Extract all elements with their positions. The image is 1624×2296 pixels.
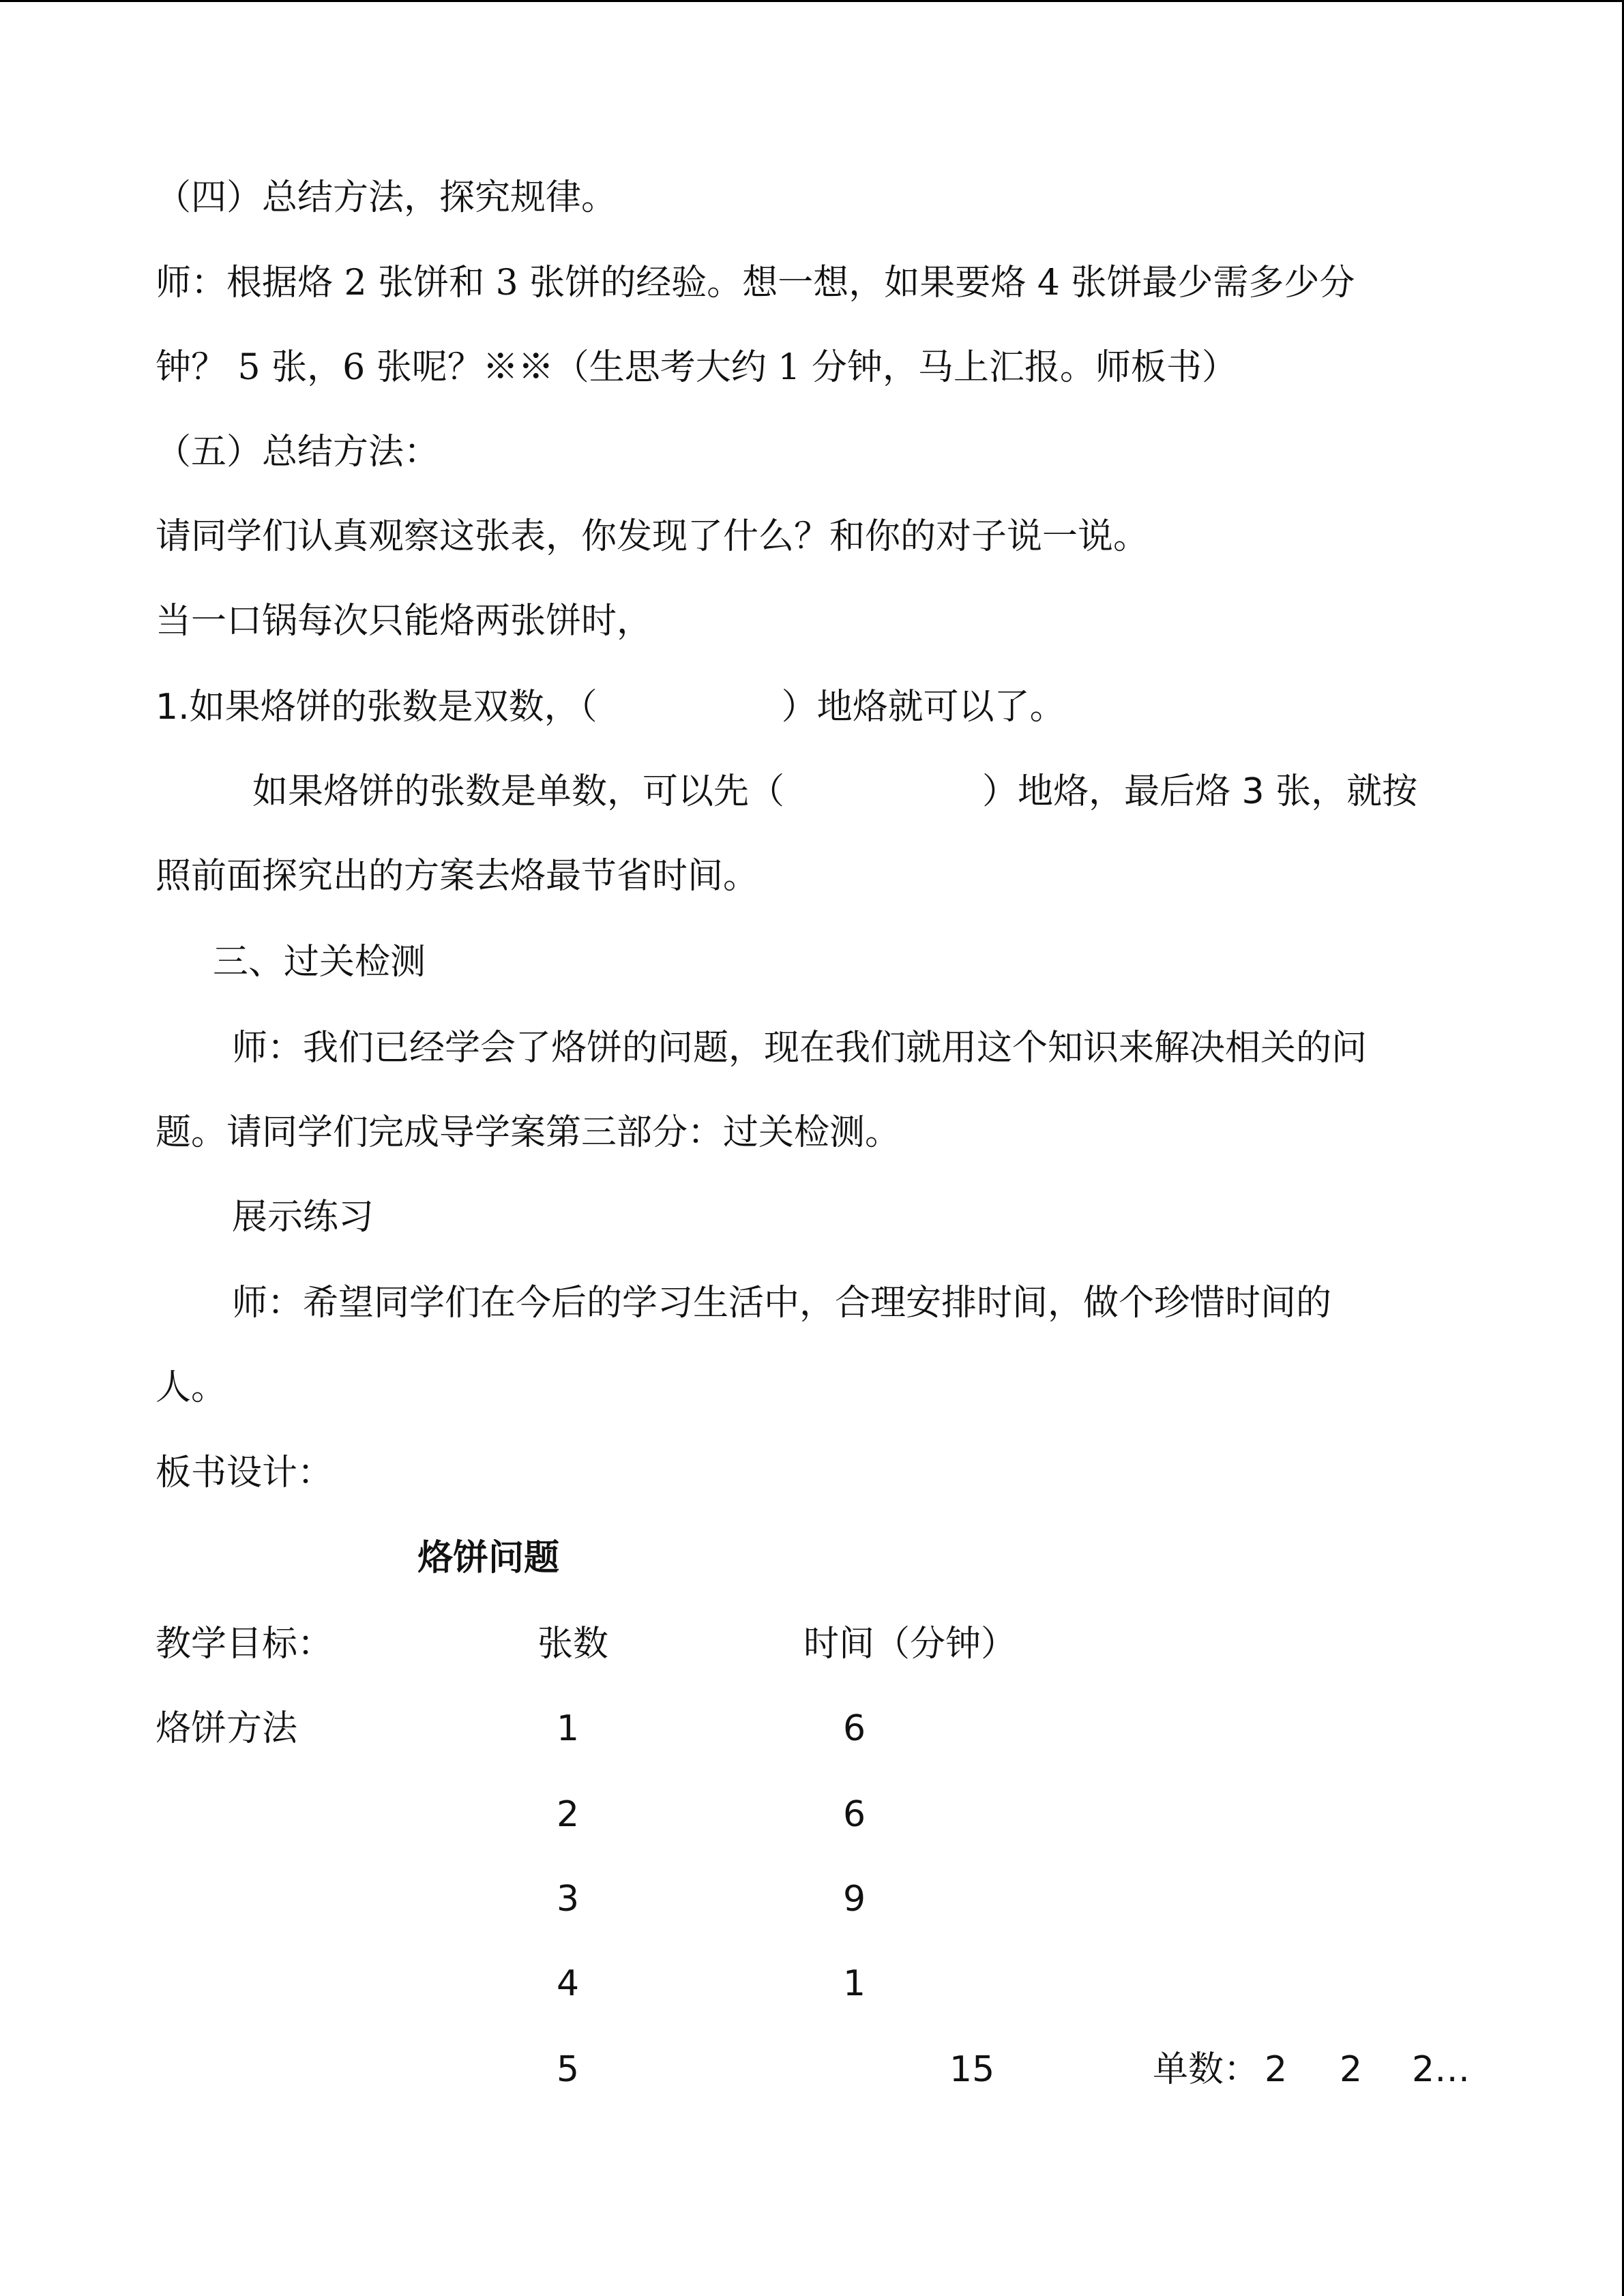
board-label-method: 烙饼方法	[156, 1708, 298, 1749]
board-row-5-time: 15	[949, 2049, 995, 2090]
rule-even-prefix: 1.如果烙饼的张数是双数，（	[156, 687, 597, 728]
rule-odd-prefix: 如果烙饼的张数是单数，可以先（	[252, 771, 785, 812]
section-checkpoint: 三、过关检测	[213, 942, 426, 983]
teacher-hope-line-1: 师：希望同学们在今后的学习生活中，合理安排时间，做个珍惜时间的	[232, 1283, 1332, 1324]
rule-odd-line-2: 照前面探究出的方案去烙最节省时间。	[156, 856, 759, 897]
board-odd-value-1: 2	[1265, 2049, 1288, 2090]
board-column-time: 时间（分钟）	[803, 1624, 1017, 1665]
rule-odd-suffix: ）地烙，最后烙 3 张，就按	[982, 771, 1418, 812]
board-row-1-time: 6	[843, 1708, 866, 1749]
board-odd-label: 单数：	[1153, 2049, 1260, 2090]
board-row-3-time: 9	[843, 1879, 866, 1920]
practice-label: 展示练习	[232, 1197, 374, 1238]
rule-odd-count	[252, 768, 1417, 816]
page-border-top	[0, 0, 1624, 2]
condition-text: 当一口锅每次只能烙两张饼时，	[156, 601, 653, 642]
board-odd-value-2: 2	[1340, 2049, 1363, 2090]
observe-instruction: 请同学们认真观察这张表，你发现了什么？和你的对子说一说。	[156, 516, 1149, 557]
board-design-label: 板书设计：	[156, 1452, 334, 1493]
board-odd-value-3: 2…	[1412, 2049, 1471, 2090]
teacher-check-line-1: 师：我们已经学会了烙饼的问题，现在我们就用这个知识来解决相关的问	[232, 1028, 1368, 1069]
board-row-3-count: 3	[557, 1879, 580, 1920]
board-row-4-count: 4	[557, 1963, 580, 2004]
board-row-2-time: 6	[843, 1794, 866, 1835]
board-row-1-count: 1	[557, 1708, 580, 1749]
heading-summarize-method: （四）总结方法，探究规律。	[156, 177, 617, 218]
heading-summarize-method-2: （五）总结方法：	[156, 432, 440, 473]
board-row-5-count: 5	[557, 2049, 580, 2090]
teacher-hope-line-2: 人。	[156, 1367, 227, 1408]
teacher-question-line-2: 钟？ 5 张，6 张呢？※※（生思考大约 1 分钟，马上汇报。师板书）	[156, 347, 1237, 388]
rule-even-count	[156, 683, 1065, 731]
board-title: 烙饼问题	[417, 1537, 560, 1579]
rule-even-suffix: ）地烙就可以了。	[781, 687, 1065, 728]
board-column-count: 张数	[537, 1624, 609, 1665]
teacher-question-line-1: 师：根据烙 2 张饼和 3 张饼的经验。想一想，如果要烙 4 张饼最少需多少分	[156, 263, 1355, 303]
board-row-2-count: 2	[557, 1794, 580, 1835]
teacher-check-line-2: 题。请同学们完成导学案第三部分：过关检测。	[156, 1112, 901, 1153]
board-row-4-time: 1	[843, 1963, 866, 2004]
board-label-teaching-goal: 教学目标：	[156, 1624, 334, 1665]
